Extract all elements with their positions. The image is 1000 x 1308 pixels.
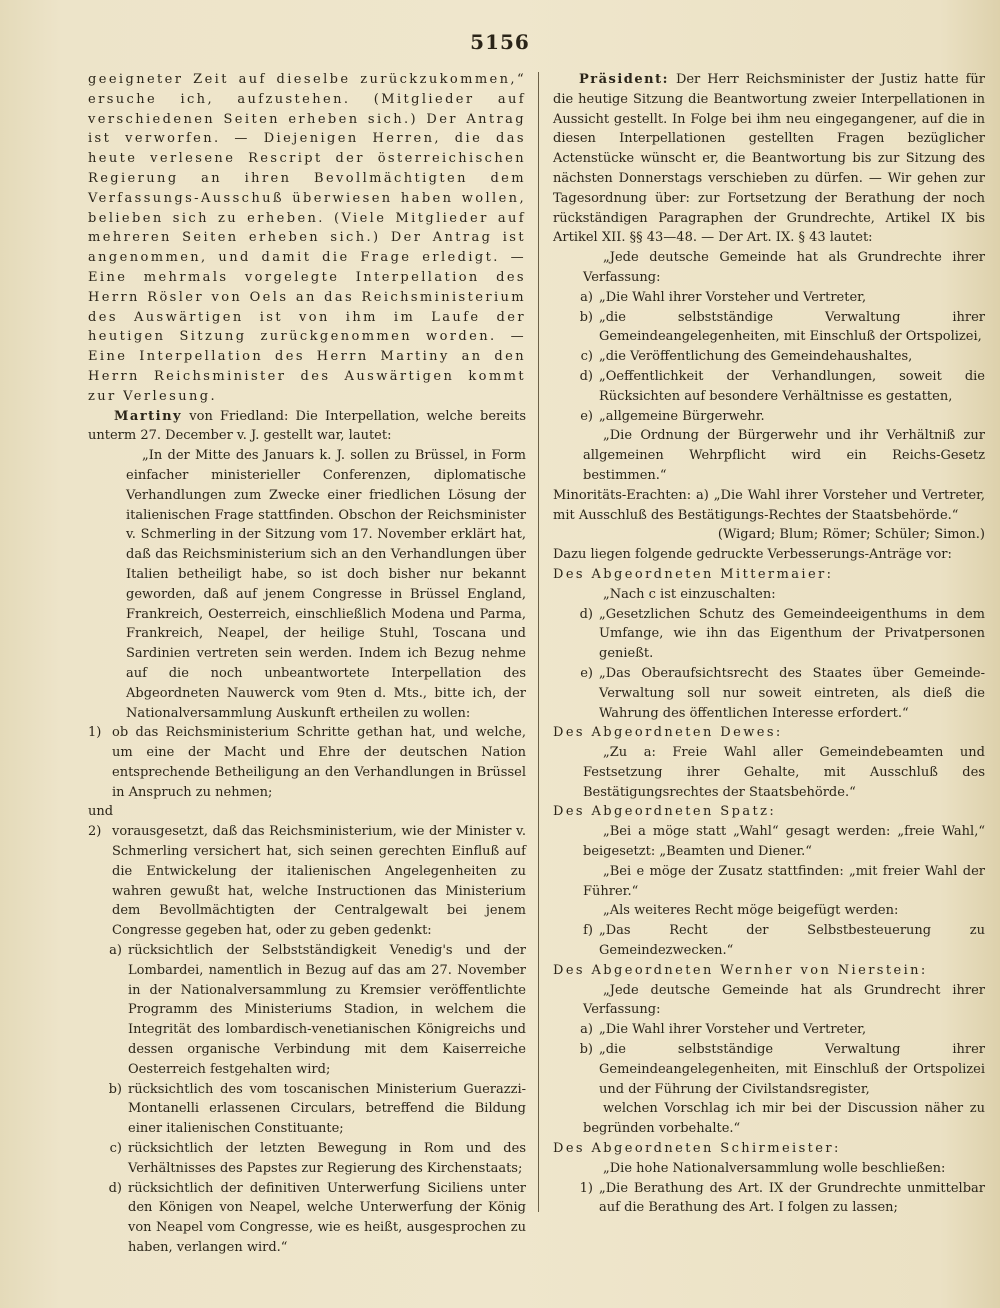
paragraph xyxy=(88,407,526,447)
paragraph: Dazu liegen folgende gedruckte Verbesserungs-Anträge vor: xyxy=(553,547,952,563)
column-rule xyxy=(538,72,539,1212)
conjunction: und xyxy=(88,804,114,820)
item-label: d) xyxy=(579,606,593,622)
quotation: „Die hohe Nationalversammlung wolle beschließen: xyxy=(603,1160,946,1176)
item-label: c) xyxy=(580,349,593,365)
sub-item xyxy=(553,347,985,367)
sub-item xyxy=(88,1179,526,1258)
item-text: ob das Reichsministerium Schritte gethan hat, und welche, um eine der Macht und Ehre der deutschen Nation entsprechende Betheiligung an den Verhandlungen in Brüssel in Anspruch zu nehmen; xyxy=(112,725,526,800)
quotation: „Zu a: Freie Wahl aller Gemeindebeamten und Festsetzung ihrer Gehalte, mit Ausschluß des Bestätigungsrechtes der Staatsbehörde.“ xyxy=(583,745,985,800)
item-label: e) xyxy=(580,665,593,681)
item-label: b) xyxy=(579,309,593,325)
item-label: b) xyxy=(579,1042,593,1058)
quotation: „Jede deutsche Gemeinde hat als Grundrechte ihrer Verfassung: xyxy=(583,250,985,285)
item-label: d) xyxy=(108,1180,122,1196)
page-number: 5156 xyxy=(470,30,530,54)
item-text: „Die Wahl ihrer Vorsteher und Vertreter, xyxy=(599,1022,867,1038)
item-text: „Oeffentlichkeit der Verhandlungen, soweit die Rücksichten auf besondere Verhältnisse es gestatten, xyxy=(599,368,985,404)
amendment-heading: Des Abgeordneten Dewes: xyxy=(553,725,783,741)
item-text: rücksichtlich der letzten Bewegung in Rom und des Verhältnisses des Papstes zur Regierung des Kirchenstaats; xyxy=(128,1141,526,1176)
sub-item xyxy=(553,288,985,308)
sub-item xyxy=(553,664,985,723)
quotation: „Bei a möge statt „Wahl“ gesagt werden: „freie Wahl,“ beigesetzt: „Beamten und Diener.“ xyxy=(583,824,985,860)
item-text: rücksichtlich der Selbstständigkeit Venedig's und der Lombardei, namentlich in Bezug auf das am 27. November in der Nationalversammlung zu Kremsier veröffentlichte Programm des Ministeriums Stadion, in welchem die Integrität des lombardisch-venetianischen Königreichs und dessen organische Verbindung mit dem Kaiserreiche Oesterreich festgehalten wird; xyxy=(128,943,526,1077)
item-text: „die Veröffentlichung des Gemeindehaushaltes, xyxy=(599,349,913,365)
sub-item xyxy=(88,941,526,1080)
item-label: e) xyxy=(580,408,593,424)
sub-item xyxy=(553,308,985,348)
item-label: 1) xyxy=(579,1180,593,1196)
item-label: b) xyxy=(108,1081,122,1097)
item-text: „Das Recht der Selbstbesteuerung zu Gemeindezwecken.“ xyxy=(599,923,985,959)
item-text: vorausgesetzt, daß das Reichsministerium, wie der Minister v. Schmerling versichert hat, sich seinen gerechten Einfluß auf die Entwickelung der italienischen Angelegenheiten zu wahren gewußt hat, welche Instructionen das Ministerium dem Bevollmächtigten der Centralgewalt bei jenem Congresse gegeben hat, oder zu geben gedenkt: xyxy=(112,824,526,939)
item-label: a) xyxy=(580,289,593,305)
sub-item xyxy=(88,1139,526,1179)
amendment-heading: Des Abgeordneten Mittermaier: xyxy=(553,566,834,582)
item-label: f) xyxy=(583,923,593,939)
item-text: „Das Oberaufsichtsrecht des Staates über Gemeinde-Verwaltung soll nur soweit eintreten, als dieß die Wahrung des öffentlichen Interesse erfordert.“ xyxy=(599,665,985,721)
item-text: „die selbstständige Verwaltung ihrer Gemeindeangelegenheiten, mit Einschluß der Ortspolizei, xyxy=(599,309,985,345)
signatories: (Wigard; Blum; Römer; Schüler; Simon.) xyxy=(717,527,985,543)
item-text: „Gesetzlichen Schutz des Gemeindeeigenthums in dem Umfange, wie ihn das Eigenthum der Privatpersonen genießt. xyxy=(599,606,985,662)
item-label: 2) xyxy=(88,824,102,840)
item-label: a) xyxy=(580,1022,593,1038)
item-text: rücksichtlich der definitiven Unterwerfung Siciliens unter den Königen von Neapel, welche Unterwerfung der König von Neapel vom Congresse, wie es heißt, ausgesprochen zu haben, verlangen wird.“ xyxy=(128,1180,526,1256)
item-text: „Die Berathung des Art. IX der Grundrechte unmittelbar auf die Berathung des Art. I folgen zu lassen; xyxy=(599,1180,985,1216)
item-text: „allgemeine Bürgerwehr. xyxy=(599,408,765,424)
sub-item xyxy=(553,1020,985,1040)
minority-opinion: Minoritäts-Erachten: a) „Die Wahl ihrer Vorsteher und Vertreter, mit Ausschluß des Bestätigungs-Rechtes der Staatsbehörde.“ xyxy=(553,487,985,523)
item-label: 1) xyxy=(88,725,102,741)
item-label: d) xyxy=(579,368,593,384)
left-column xyxy=(88,70,526,1258)
sub-item xyxy=(553,1040,985,1099)
amendment-heading: Des Abgeordneten Spatz: xyxy=(553,804,777,820)
speaker-name: Martiny xyxy=(114,408,183,424)
sub-item xyxy=(88,1080,526,1139)
sub-item xyxy=(553,605,985,664)
quotation: „Bei e möge der Zusatz stattfinden: „mit freier Wahl der Führer.“ xyxy=(583,863,985,899)
item-label: a) xyxy=(109,943,122,959)
quotation: „In der Mitte des Januars k. J. sollen zu Brüssel, in Form einfacher ministerieller Conferenzen, diplomatische Verhandlungen zum Zwecke einer friedlichen Lösung der italienischen Frage stattfinden. Obschon der Reichsminister v. Schmerling in der Sitzung vom 17. November erklärt hat, daß das Reichsministerium sich an den Verhandlungen über Italien betheiligt habe, so ist doch bisher nur bekannt geworden, daß auf jenem Congresse in Brüssel England, Frankreich, Oesterreich, einschließlich Modena und Parma, Frankreich, Neapel, der heilige Stuhl, Toscana und Sardinien vertreten sein werden. Indem ich Bezug nehme auf die noch unbeantwortete Interpellation des Abgeordneten Nauwerck vom 9ten d. Mts., bitte ich, der Nationalversammlung Auskunft ertheilen zu wollen: xyxy=(126,448,526,721)
amendment-heading: Des Abgeordneten Schirmeister: xyxy=(553,1141,841,1157)
speaker-text: von Friedland: Die Interpellation, welche bereits unterm 27. December v. J. gestellt war, lautet: xyxy=(88,408,526,444)
item-text: „Die Wahl ihrer Vorsteher und Vertreter, xyxy=(599,289,867,305)
paragraph: geeigneter Zeit auf dieselbe zurückzukommen,“ ersuche ich, aufzustehen. (Mitglieder auf verschiedenen Seiten erheben sich.) Der Antrag ist verworfen. — Diejenigen Herren, die das heute verlesene Rescript der österreichischen Regierung an ihren Bevollmächtigten dem Verfassungs-Ausschuß überwiesen haben wollen, belieben sich zu erheben. (Viele Mitglieder auf mehreren Seiten erheben sich.) Der Antrag ist angenommen, und damit die Frage erledigt. — Eine mehrmals vorgelegte Interpellation des Herrn Rösler von Oels an das Reichsministerium des Auswärtigen ist von ihm im Laufe der heutigen Sitzung zurückgenommen worden. — Eine Interpellation des Herrn Martiny an den Herrn Reichsminister des Auswärtigen kommt zur Verlesung. xyxy=(88,72,526,404)
quotation: „Als weiteres Recht möge beigefügt werden: xyxy=(603,903,899,919)
speaker-text: Der Herr Reichsminister der Justiz hatte für die heutige Sitzung die Beantwortung zweier Interpellationen in Aussicht gestellt. In Folge bei ihm neu eingegangener, auf die in diesen Interpellationen gestellten Fragen bezüglicher Actenstücke wünscht er, die Beantwortung bis zur Sitzung des nächsten Donnerstags verschieben zu dürfen. — Wir gehen zur Tagesordnung über: zur Fortsetzung der Berathung der noch rückständigen Paragraphen der Grundrechte, Artikel IX bis Artikel XII. §§ 43—48. — Der Art. IX. § 43 lautet: xyxy=(553,72,985,246)
numbered-item xyxy=(88,822,526,941)
item-text: „die selbstständige Verwaltung ihrer Gemeindeangelegenheiten, mit Einschluß der Ortspolizei und der Führung der Civilstandsregister, xyxy=(599,1042,985,1097)
item-text: rücksichtlich des vom toscanischen Ministerium Guerazzi-Montanelli erlassenen Circulars, betreffend die Bildung einer italienischen Constituante; xyxy=(128,1081,526,1137)
quotation: „Jede deutsche Gemeinde hat als Grundrecht ihrer Verfassung: xyxy=(583,982,985,1018)
sub-item xyxy=(553,921,985,961)
item-label: c) xyxy=(109,1141,122,1157)
sub-item xyxy=(553,367,985,407)
sub-item xyxy=(553,407,985,427)
amendment-heading: Des Abgeordneten Wernher von Nierstein: xyxy=(553,962,928,978)
sub-item xyxy=(553,1179,985,1219)
quotation: „Nach c ist einzuschalten: xyxy=(603,586,776,602)
quotation: welchen Vorschlag ich mir bei der Discussion näher zu begründen vorbehalte.“ xyxy=(583,1101,985,1137)
numbered-item xyxy=(88,723,526,802)
paragraph xyxy=(553,70,985,248)
quotation: „Die Ordnung der Bürgerwehr und ihr Verhältniß zur allgemeinen Wehrpflicht wird ein Reichs-Gesetz bestimmen.“ xyxy=(583,428,985,483)
right-column xyxy=(553,70,985,1218)
speaker-name: Präsident: xyxy=(579,72,669,87)
